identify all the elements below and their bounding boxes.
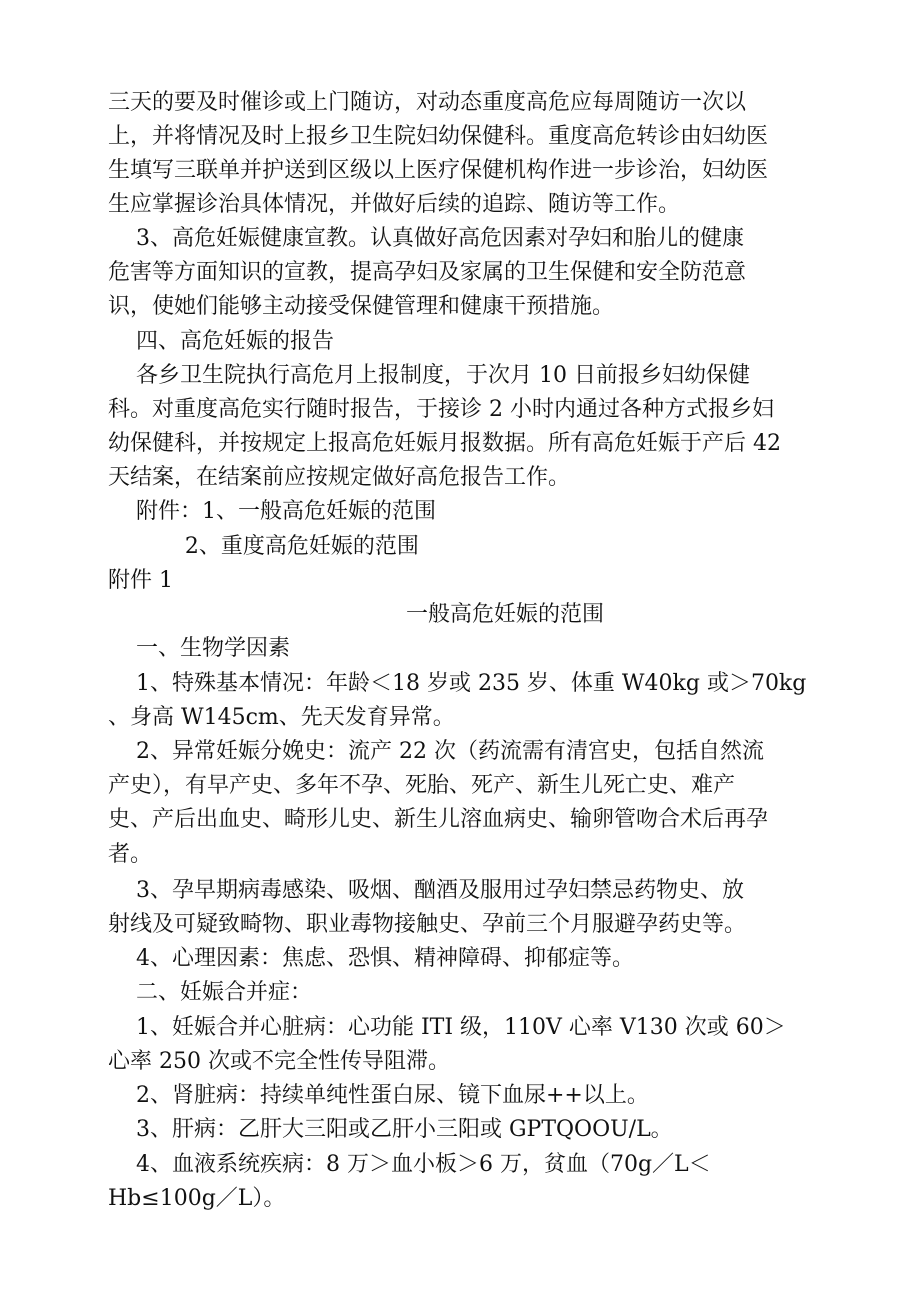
text-line: Hb≤100g／L）。 (108, 1186, 286, 1211)
text-line: 、身高 W145cm、先天发育异常。 (108, 705, 455, 730)
text-line: 幼保健科，并按规定上报高危妊娠月报数据。所有高危妊娠于产后 42 (108, 431, 781, 456)
text-line: 1、妊娠合并心脏病：心功能 ITI 级，110V 心率 V130 次或 60＞ (108, 1015, 786, 1040)
section-heading: 一、生物学因素 (108, 636, 290, 661)
text-line: 者。 (108, 842, 153, 867)
attachment-list: 附件：1、一般高危妊娠的范围 (108, 499, 436, 524)
text-line: 天结案，在结案前应按规定做好高危报告工作。 (108, 465, 571, 490)
attachment-title: 一般高危妊娠的范围 (405, 602, 604, 627)
section-heading: 四、高危妊娠的报告 (108, 329, 334, 354)
text-line: 识，使她们能够主动接受保健管理和健康干预措施。 (108, 294, 615, 319)
text-line: 生填写三联单并护送到区级以上医疗保健机构作进一步诊治，妇幼医 (108, 158, 769, 183)
text-line: 4、心理因素：焦虑、恐惧、精神障碍、抑郁症等。 (108, 946, 634, 971)
text-line: 3、肝病：乙肝大三阳或乙肝小三阳或 GPTQOOU/L。 (108, 1117, 673, 1142)
text-line: 危害等方面知识的宣教，提高孕妇及家属的卫生保健和安全防范意 (108, 260, 747, 285)
text-line: 4、血液系统疾病：8 万＞血小板＞6 万，贫血（70g／L＜ (108, 1152, 711, 1177)
text-line: 生应掌握诊治具体情况，并做好后续的追踪、随访等工作。 (108, 192, 681, 217)
text-line: 3、高危妊娠健康宣教。认真做好高危因素对孕妇和胎儿的健康 (108, 226, 744, 251)
text-line: 射线及可疑致畸物、职业毒物接触史、孕前三个月服避孕药史等。 (108, 912, 747, 937)
text-line: 产史），有早产史、多年不孕、死胎、死产、新生儿死亡史、难产 (108, 773, 736, 798)
text-line: 2、肾脏病：持续单纯性蛋白尿、镜下血尿++以上。 (108, 1083, 649, 1108)
text-line: 各乡卫生院执行高危月上报制度，于次月 10 日前报乡妇幼保健 (108, 363, 750, 388)
text-line: 史、产后出血史、畸形儿史、新生儿溶血病史、输卵管吻合术后再孕 (108, 807, 769, 832)
text-line: 1、特殊基本情况：年龄＜18 岁或 235 岁、体重 W40kg 或＞70kg (108, 671, 807, 696)
text-line: 心率 250 次或不完全性传导阻滞。 (108, 1049, 450, 1074)
text-line: 三天的要及时催诊或上门随访，对动态重度高危应每周随访一次以 (108, 90, 747, 115)
text-line: 上，并将情况及时上报乡卫生院妇幼保健科。重度高危转诊由妇幼医 (108, 124, 769, 149)
text-line: 科。对重度高危实行随时报告，于接诊 2 小时内通过各种方式报乡妇 (108, 397, 774, 422)
text-line: 2、异常妊娠分娩史：流产 22 次（药流需有清宫史，包括自然流 (108, 739, 764, 764)
attachment-list: 2、重度高危妊娠的范围 (108, 534, 419, 559)
text-line: 3、孕早期病毒感染、吸烟、酗酒及服用过孕妇禁忌药物史、放 (108, 878, 744, 903)
section-heading: 二、妊娠合并症： (108, 980, 312, 1005)
attachment-label: 附件 1 (108, 568, 173, 593)
